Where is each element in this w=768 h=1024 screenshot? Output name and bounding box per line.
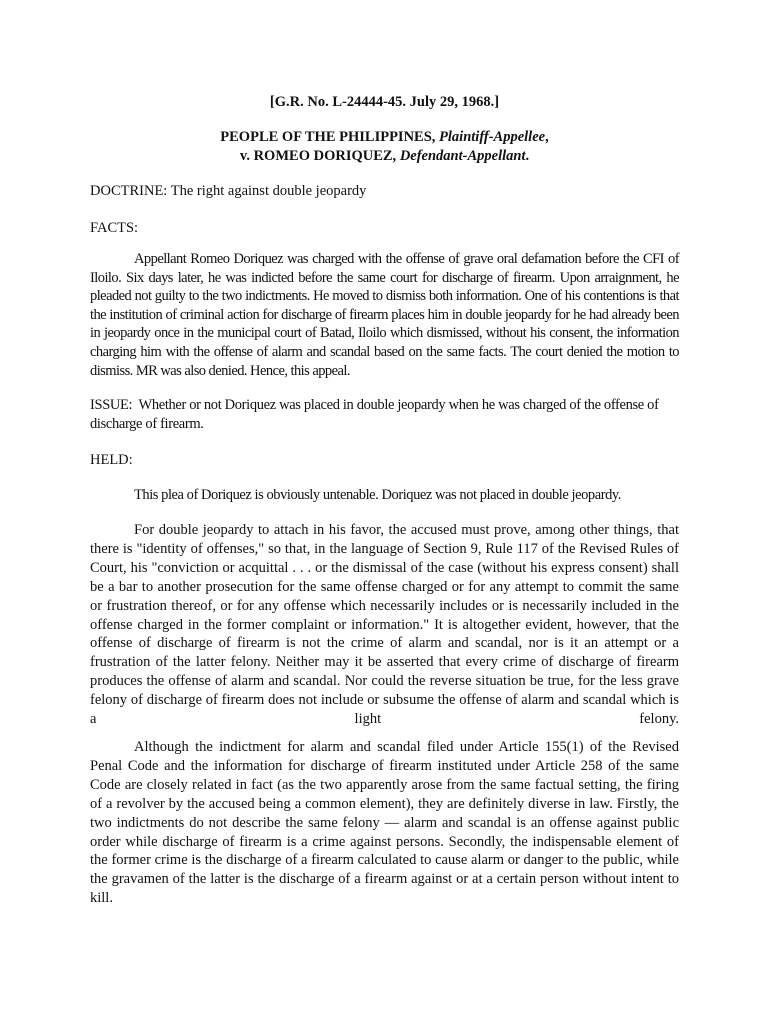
document-page bbox=[90, 0, 679, 1024]
held-paragraph-3: Although the indictment for alarm and scandal filed under Article 155(1) of the Revised Penal Code and the information for discharge of firearm instituted under Article 258 of the same Code are closely related in fact (as the two apparently arose from the same factual setting, the firing of a revolver by the accused being a common element), they are definitely diverse in law. Firstly, the two indictments do not describe the same felony — alarm and scandal is an offense against public order while discharge of firearm is a crime against persons. Secondly, the indispensable element of the former crime is the discharge of a firearm calculated to cause alarm or danger to the public, while the gravamen of the latter is the discharge of a firearm against or at a certain person without intent to kill. bbox=[90, 739, 679, 907]
defendant-suffix: . bbox=[525, 148, 530, 164]
facts-label: FACTS: bbox=[90, 220, 139, 236]
issue-text: Whether or not Doriquez was placed in double jeopardy when he was charged of the offense of discharge of firearm. bbox=[90, 397, 659, 432]
doctrine-text: The right against double jeopardy bbox=[170, 183, 367, 199]
held-paragraph-2: For double jeopardy to attach in his favor, the accused must prove, among other things, that there is "identity of offenses," so that, in the language of Section 9, Rule 117 of the Revised Rules of Court, his "conviction or acquittal . . . or the dismissal of the case (without his express consent) shall be a bar to another prosecution for the same offense charged or for any attempt to commit the same or frustration thereof, or for any offense which necessarily includes or is necessarily included in the offense charged in the former complaint or information." It is altogether evident, however, that the offense of discharge of firearm is not the crime of alarm and scandal, nor is it an attempt or a frustration of the latter felony. Neither may it be asserted that every crime of discharge of firearm produces the offense of alarm and scandal. Nor could the reverse situation be true, for the less grave felony of discharge of firearm does not include or subsume the offense of alarm and scandal which is a light felony. bbox=[90, 522, 679, 728]
doctrine-label: DOCTRINE: bbox=[90, 183, 168, 199]
doctrine-line bbox=[90, 182, 679, 200]
facts-paragraph: Appellant Romeo Doriquez was charged with the offense of grave oral defamation before the CFI of Iloilo. Six days later, he was indicted before the same court for discharge of firearm. Upon arraignment, he pleaded not guilty to the two indictments. He moved to dismiss both information. One of his contentions is that the institution of criminal action for discharge of firearm places him in double jeopardy for he had already been in jeopardy once in the municipal court of Batad, Iloilo which dismissed, without his consent, the information charging him with the offense of alarm and scandal based on the same facts. The court denied the motion to dismiss. MR was also denied. Hence, this appeal. bbox=[90, 251, 679, 379]
plaintiff-name: PEOPLE OF THE PHILIPPINES, bbox=[220, 129, 436, 145]
defendant-line bbox=[90, 147, 679, 166]
plaintiff-line bbox=[90, 128, 679, 147]
defendant-name: v. ROMEO DORIQUEZ, bbox=[239, 148, 397, 164]
held-label: HELD: bbox=[90, 452, 133, 468]
plaintiff-role: Plaintiff-Appellee bbox=[439, 129, 546, 145]
issue-line bbox=[90, 396, 679, 434]
case-citation: [G.R. No. L-24444-45. July 29, 1968.] bbox=[269, 94, 500, 110]
held-paragraph-1: This plea of Doriquez is obviously untenable. Doriquez was not placed in double jeopardy. bbox=[134, 487, 621, 503]
issue-label: ISSUE: bbox=[90, 397, 133, 413]
plaintiff-suffix: , bbox=[545, 129, 549, 145]
defendant-role: Defendant-Appellant bbox=[399, 148, 526, 164]
case-parties bbox=[90, 128, 679, 166]
